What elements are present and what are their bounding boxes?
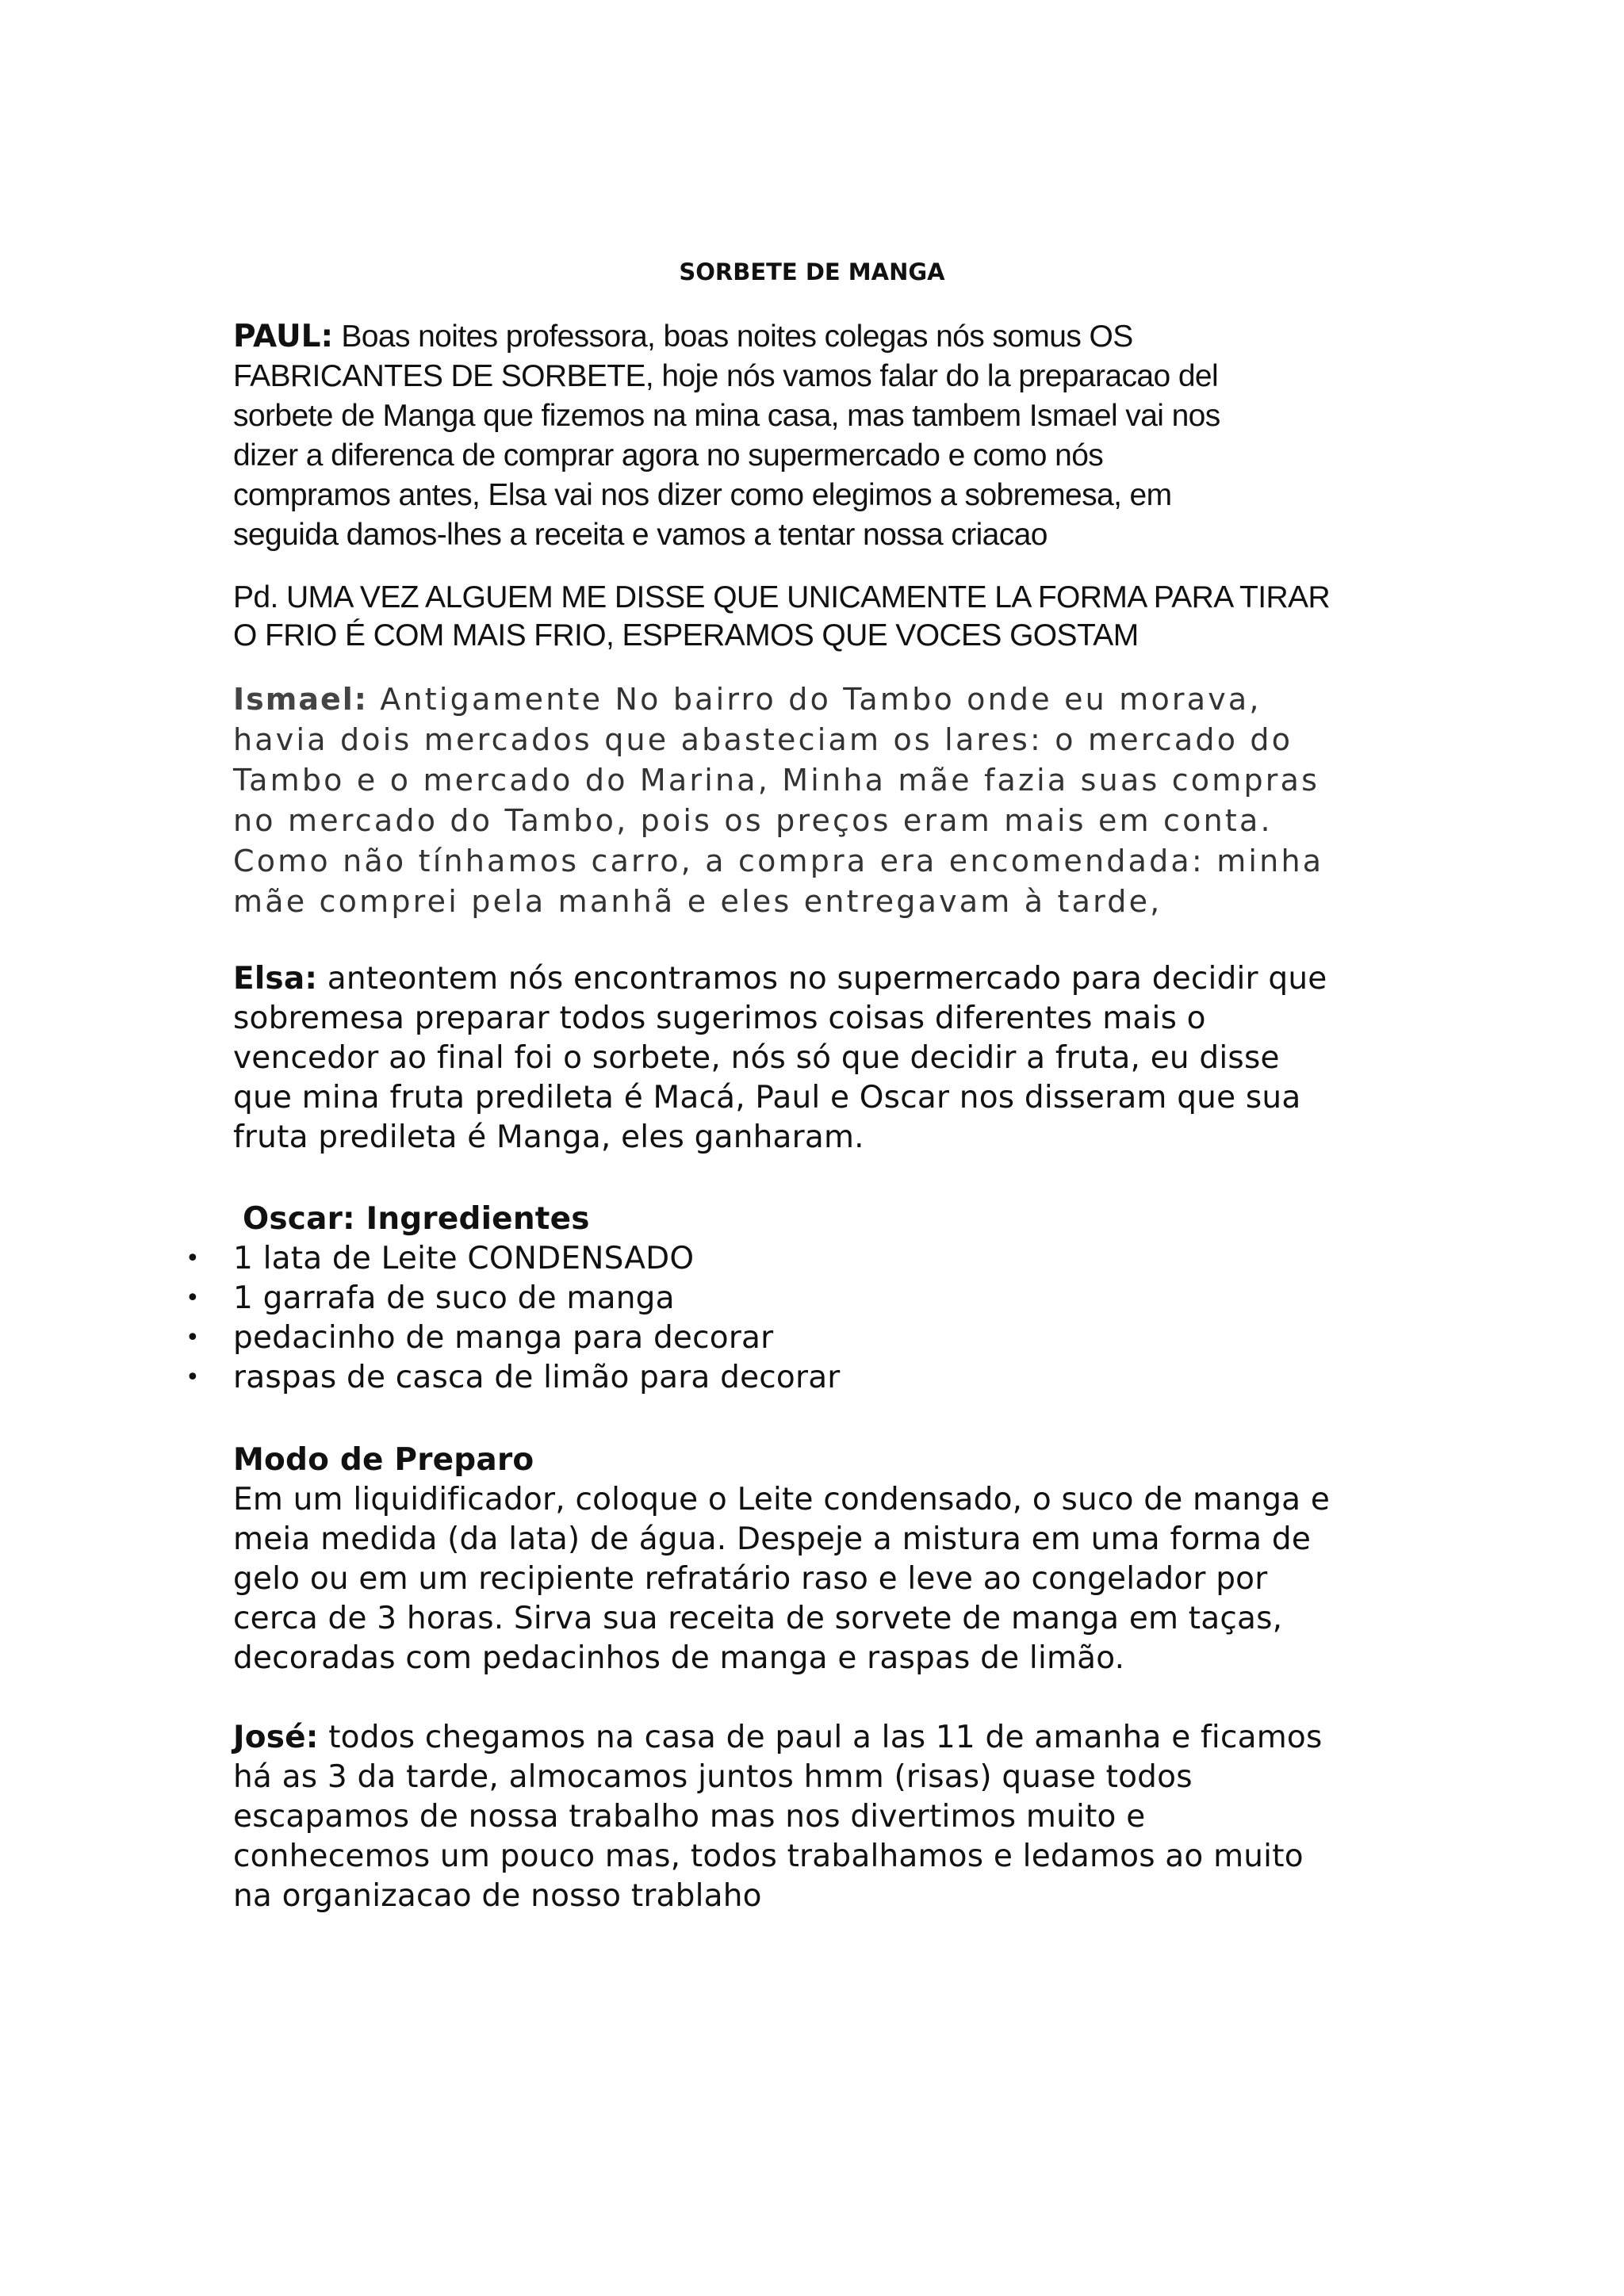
paragraph-line: decoradas com pedacinhos de manga e raspas de limão. [233, 1640, 1125, 1676]
bullet-icon: • [186, 1284, 200, 1312]
paragraph-line [233, 1718, 1423, 1758]
list-item [179, 1318, 1416, 1358]
paragraph-line: gelo ou em um recipiente refratário raso e leve ao congelador por [233, 1561, 1268, 1597]
paragraph-line: O FRIO É COM MAIS FRIO, ESPERAMOS QUE VOCES GOSTAM [233, 618, 1139, 652]
paragraph-line: sobremesa preparar todos sugerimos coisas diferentes mais o [233, 1001, 1206, 1036]
line-text: anteontem nós encontramos no supermercado para decidir que [327, 961, 1327, 997]
paragraph-line: havia dois mercados que abasteciam os lares: o mercado do [233, 722, 1293, 757]
jose-paragraph [233, 1718, 1423, 1916]
postscript-paragraph [233, 579, 1423, 655]
speaker-label: José: [233, 1720, 319, 1755]
paragraph-line: Pd. UMA VEZ ALGUEM ME DISSE QUE UNICAMENTE LA FORMA PARA TIRAR [233, 580, 1331, 614]
paul-paragraph [233, 317, 1423, 555]
paragraph-line: mãe comprei pela manhã e eles entregavam à tarde, [233, 884, 1162, 919]
paragraph-line: seguida damos-lhes a receita e vamos a tentar nossa criacao [233, 518, 1048, 552]
paragraph-line: no mercado do Tambo, pois os preços eram mais em conta. [233, 803, 1273, 838]
paragraph-line: Como não tínhamos carro, a compra era encomendada: minha [233, 844, 1324, 878]
preparation-section [233, 1441, 1423, 1678]
ingredients-heading: Oscar: Ingredientes [243, 1201, 590, 1237]
speaker-label: Elsa: [233, 961, 318, 997]
document-title: SORBETE DE MANGA [679, 258, 945, 285]
paragraph-line: sorbete de Manga que fizemos na mina casa, mas tambem Ismael vai nos [233, 399, 1220, 433]
bullet-icon: • [186, 1324, 200, 1352]
paragraph-line [233, 679, 1423, 720]
line-text: todos chegamos na casa de paul a las 11 de amanha e ficamos [328, 1720, 1323, 1755]
list-item [179, 1279, 1416, 1318]
ismael-paragraph [233, 679, 1423, 922]
paragraph-line: há as 3 da tarde, almocamos juntos hmm (risas) quase todos [233, 1759, 1193, 1795]
paragraph-line: FABRICANTES DE SORBETE, hoje nós vamos falar do la preparacao del [233, 359, 1219, 393]
item-text: 1 garrafa de suco de manga [233, 1280, 675, 1316]
speaker-label: PAUL: [233, 319, 334, 354]
item-text: pedacinho de manga para decorar [233, 1320, 774, 1356]
speaker-label: Ismael: [233, 682, 368, 717]
paragraph-line [233, 959, 1423, 999]
paragraph-line: meia medida (da lata) de água. Despeje a mistura em uma forma de [233, 1521, 1312, 1557]
bullet-icon: • [186, 1245, 200, 1272]
elsa-paragraph [233, 959, 1423, 1158]
line-text: Antigamente No bairro do Tambo onde eu morava, [380, 682, 1262, 717]
line-text: Boas noites professora, boas noites colegas nós somus OS [341, 320, 1133, 354]
paragraph-line: escapamos de nossa trabalho mas nos divertimos muito e [233, 1799, 1146, 1835]
paragraph-line: Em um liquidificador, coloque o Leite condensado, o suco de manga e [233, 1482, 1331, 1517]
paragraph-line: Tambo e o mercado do Marina, Minha mãe fazia suas compras [233, 763, 1320, 798]
paragraph-line [233, 317, 1423, 357]
ingredients-list [179, 1239, 1416, 1398]
paragraph-line: conhecemos um pouco mas, todos trabalhamos e ledamos ao muito [233, 1839, 1304, 1874]
paragraph-line: que mina fruta predileta é Macá, Paul e Oscar nos disseram que sua [233, 1080, 1301, 1115]
item-text: raspas de casca de limão para decorar [233, 1360, 841, 1395]
paragraph-line: compramos antes, Elsa vai nos dizer como elegimos a sobremesa, em [233, 478, 1172, 512]
bullet-icon: • [186, 1364, 200, 1391]
paragraph-line: na organizacao de nosso trablaho [233, 1878, 762, 1914]
item-text: 1 lata de Leite CONDENSADO [233, 1241, 695, 1276]
paragraph-line: dizer a diferenca de comprar agora no supermercado e como nós [233, 438, 1104, 473]
preparation-heading: Modo de Preparo [233, 1442, 534, 1478]
paragraph-line: cerca de 3 horas. Sirva sua receita de sorvete de manga em taças, [233, 1601, 1283, 1636]
list-item [179, 1358, 1416, 1398]
list-item [179, 1239, 1416, 1279]
paragraph-line: vencedor ao final foi o sorbete, nós só que decidir a fruta, eu disse [233, 1040, 1280, 1076]
paragraph-line: fruta predileta é Manga, eles ganharam. [233, 1119, 864, 1155]
